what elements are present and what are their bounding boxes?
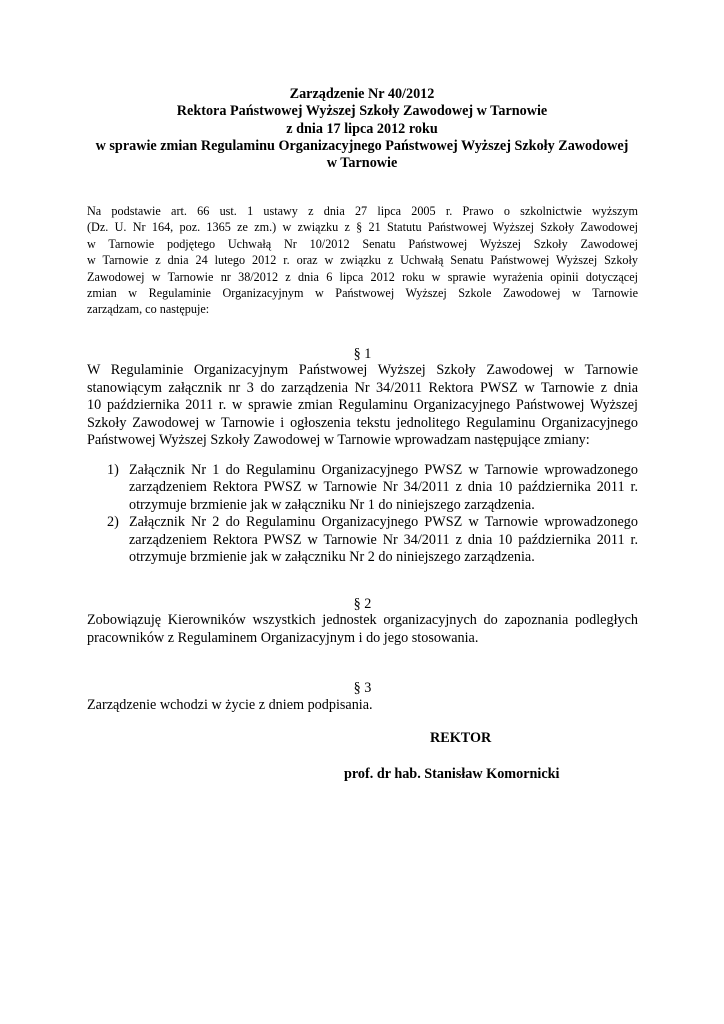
list-item-line: zarządzeniem Rektora PWSZ w Tarnowie Nr 34/2011 z dnia 10 października 2011 r. bbox=[129, 479, 638, 496]
preamble-line: zmian w Regulaminie Organizacyjnym w Państwowej Wyższej Szkole Zawodowej w Tarnowie bbox=[87, 286, 638, 301]
paragraph-line: stanowiącym załącznik nr 3 do zarządzenia Nr 34/2011 Rektora PWSZ w Tarnowie z dnia bbox=[87, 379, 638, 396]
paragraph-line: W Regulaminie Organizacyjnym Państwowej Wyższej Szkoły Zawodowej w Tarnowie bbox=[87, 362, 638, 378]
list-item-line: otrzymuje brzmienie jak w załączniku Nr 2 do niniejszego zarządzenia. bbox=[129, 549, 535, 566]
title-line-issuer: Rektora Państwowej Wyższej Szkoły Zawodowej w Tarnowie bbox=[176, 103, 548, 120]
list-item bbox=[107, 462, 638, 514]
preamble-line: Na podstawie art. 66 ust. 1 ustawy z dnia 27 lipca 2005 r. Prawo o szkolnictwie wyższym bbox=[87, 204, 638, 218]
list-item-line: Załącznik Nr 1 do Regulaminu Organizacyjnego PWSZ w Tarnowie wprowadzonego bbox=[129, 462, 638, 478]
list-item bbox=[107, 514, 638, 566]
section-2-paragraph bbox=[87, 612, 638, 647]
section-1-paragraph bbox=[87, 362, 638, 450]
section-1-list bbox=[107, 462, 638, 566]
document-title bbox=[60, 86, 664, 172]
paragraph-line: pracowników z Regulaminem Organizacyjnym i do jego stosowania. bbox=[87, 629, 479, 646]
preamble-line: w Tarnowie z dnia 24 lutego 2012 r. oraz w związku z Uchwałą Senatu Państwowej Wyższej Szkoły bbox=[87, 253, 638, 268]
paragraph-line: Państwowej Wyższej Szkoły Zawodowej w Tarnowie wprowadzam następujące zmiany: bbox=[87, 432, 590, 449]
paragraph-line: 10 października 2011 r. w sprawie zmian Regulaminu Organizacyjnego Państwowej Wyższej bbox=[87, 397, 638, 414]
list-item-line: zarządzeniem Rektora PWSZ w Tarnowie Nr 34/2011 z dnia 10 października 2011 r. bbox=[129, 531, 638, 548]
paragraph-line: Zarządzenie wchodzi w życie z dniem podpisania. bbox=[87, 697, 373, 713]
title-line-subject: w sprawie zmian Regulaminu Organizacyjnego Państwowej Wyższej Szkoły Zawodowej bbox=[95, 137, 629, 154]
preamble-line: w Tarnowie podjętego Uchwałą Nr 10/2012 Senatu Państwowej Wyższej Szkoły Zawodowej bbox=[87, 236, 638, 251]
paragraph-line: Szkoły Zawodowej w Tarnowie i ogłoszenia tekstu jednolitego Regulaminu Organizacyjnego bbox=[87, 414, 638, 431]
preamble-line: zarządzam, co następuje: bbox=[87, 302, 210, 317]
section-3-mark: § 3 bbox=[353, 680, 372, 696]
preamble bbox=[87, 203, 638, 318]
title-line-date: z dnia 17 lipca 2012 roku bbox=[286, 120, 438, 137]
signature-name: prof. dr hab. Stanisław Komornicki bbox=[344, 766, 560, 782]
list-item-number: 1) bbox=[107, 462, 119, 478]
title-line-ordinance-number: Zarządzenie Nr 40/2012 bbox=[289, 86, 435, 102]
signature-role: REKTOR bbox=[430, 730, 492, 746]
paragraph-line: Zobowiązuję Kierowników wszystkich jednostek organizacyjnych do zapoznania podległych bbox=[87, 612, 638, 628]
section-2-mark: § 2 bbox=[353, 596, 372, 612]
list-item-line: otrzymuje brzmienie jak w załączniku Nr 1 do niniejszego zarządzenia. bbox=[129, 496, 535, 513]
list-item-number: 2) bbox=[107, 514, 119, 531]
section-3-paragraph bbox=[87, 697, 638, 715]
list-item-line: Załącznik Nr 2 do Regulaminu Organizacyjnego PWSZ w Tarnowie wprowadzonego bbox=[129, 514, 638, 531]
title-line-subject-cont: w Tarnowie bbox=[326, 155, 398, 172]
preamble-line: Zawodowej w Tarnowie nr 38/2012 z dnia 6 lipca 2012 roku w sprawie wyrażenia opinii dotyczącej bbox=[87, 269, 638, 284]
section-1-mark: § 1 bbox=[353, 346, 372, 362]
preamble-line: (Dz. U. Nr 164, poz. 1365 ze zm.) w związku z § 21 Statutu Państwowej Wyższej Szkoły Zawodowej bbox=[87, 220, 638, 235]
